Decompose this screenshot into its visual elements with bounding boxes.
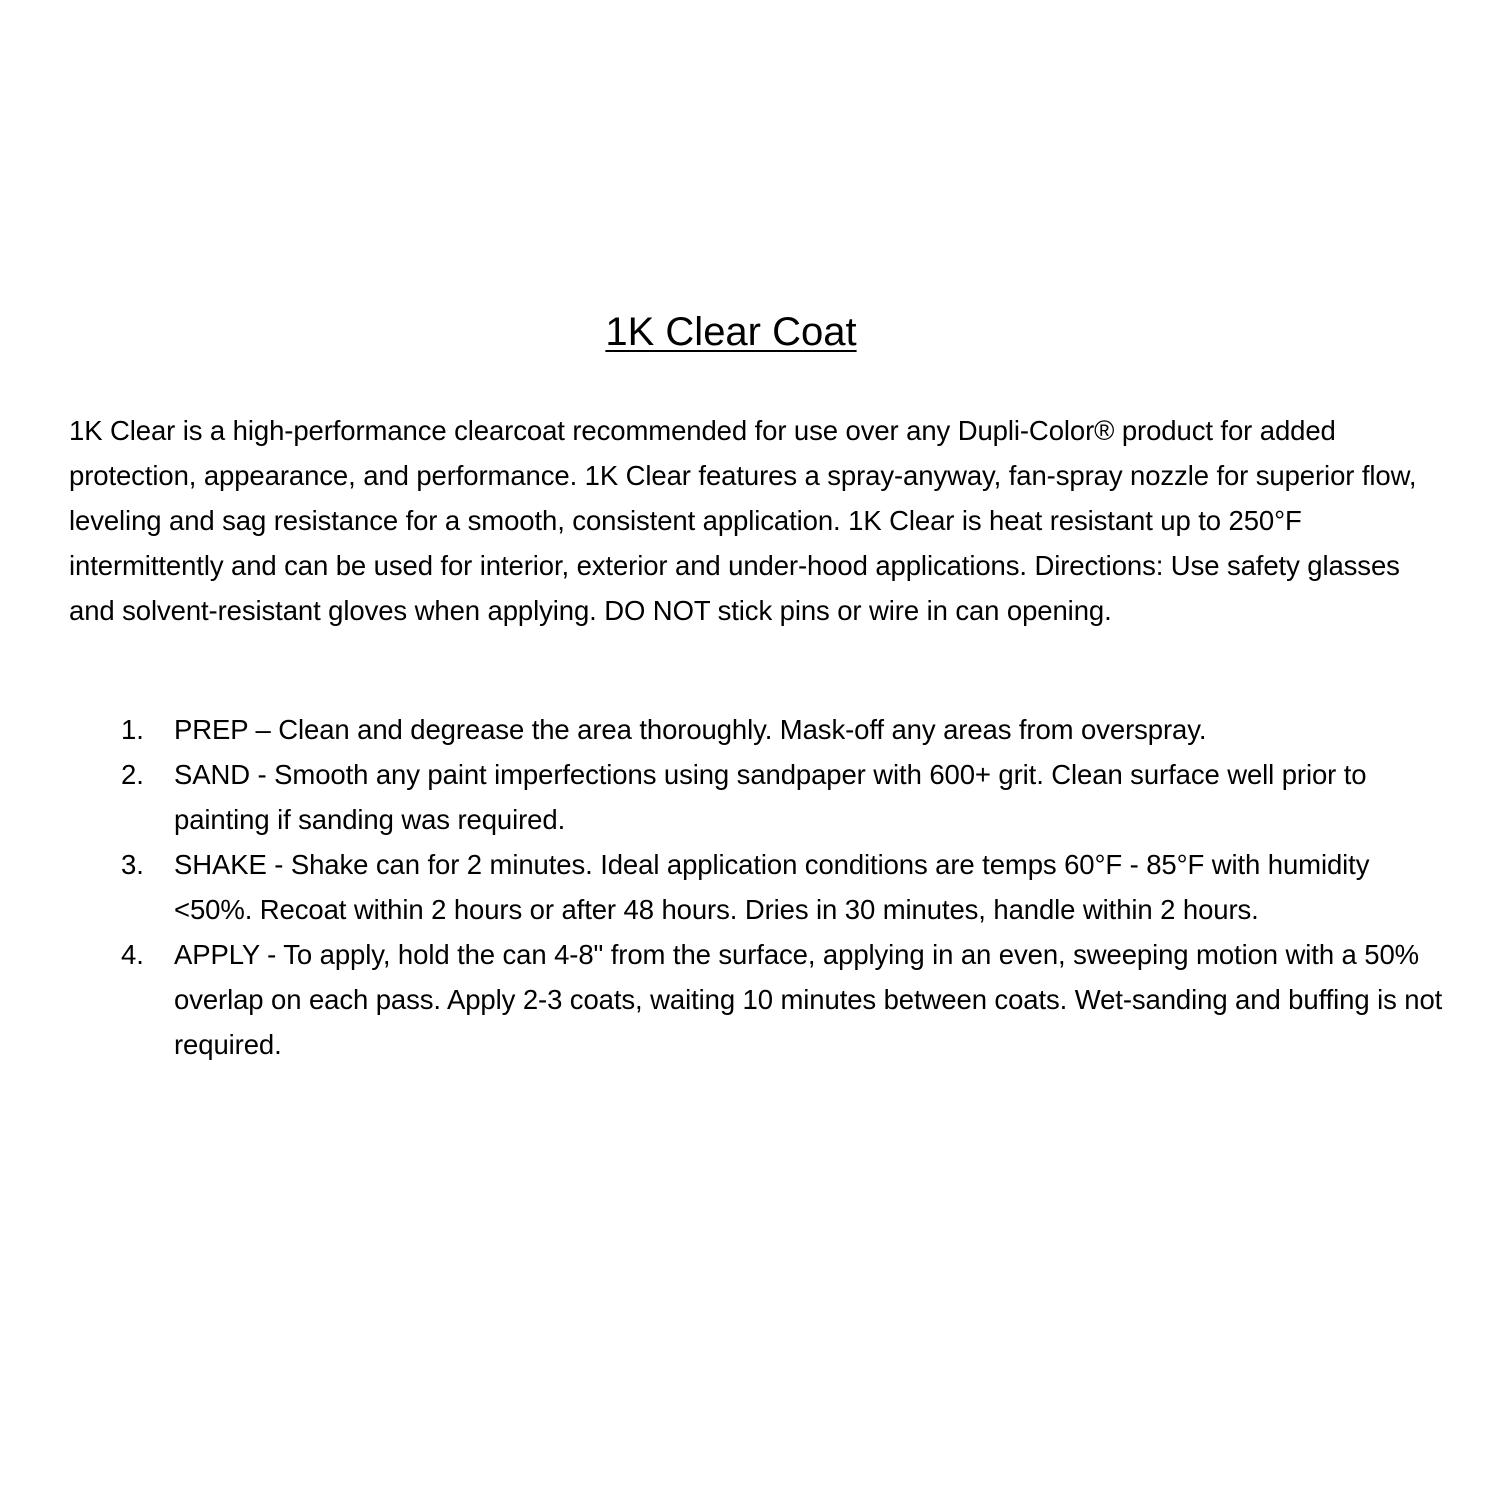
- document-title: 1K Clear Coat: [605, 310, 857, 354]
- list-item: [0, 842, 1444, 932]
- step-number: 2.: [121, 759, 144, 790]
- list-item: [0, 752, 1444, 842]
- step-number: 3.: [121, 849, 144, 880]
- directions-list: [0, 707, 1500, 1067]
- step-text: PREP – Clean and degrease the area thoroughly. Mask-off any areas from overspray.: [174, 714, 1207, 745]
- list-item: [0, 932, 1444, 1067]
- list-item: [0, 707, 1444, 752]
- step-number: 1.: [121, 714, 144, 745]
- step-text: APPLY - To apply, hold the can 4-8" from the surface, applying in an even, sweeping motion with a 50% overlap on each pass. Apply 2-3 coats, waiting 10 minutes between coats. Wet-sanding and buffing is not required.: [174, 939, 1443, 1060]
- step-number: 4.: [121, 939, 144, 970]
- intro-paragraph: 1K Clear is a high-performance clearcoat recommended for use over any Dupli-Color® product for added protection, appearance, and performance. 1K Clear features a spray-anyway, fan-spray nozzle for superior flow, leveling and sag resistance for a smooth, consistent application. 1K Clear is heat resistant up to 250°F intermittently and can be used for interior, exterior and under-hood applications. Directions: Use safety glasses and solvent-resistant gloves when applying. DO NOT stick pins or wire in can opening.: [69, 415, 1417, 626]
- step-text: SAND - Smooth any paint imperfections using sandpaper with 600+ grit. Clean surface well prior to painting if sanding was required.: [174, 759, 1367, 835]
- step-text: SHAKE - Shake can for 2 minutes. Ideal application conditions are temps 60°F - 85°F with humidity <50%. Recoat within 2 hours or after 48 hours. Dries in 30 minutes, handle within 2 hours.: [174, 849, 1370, 925]
